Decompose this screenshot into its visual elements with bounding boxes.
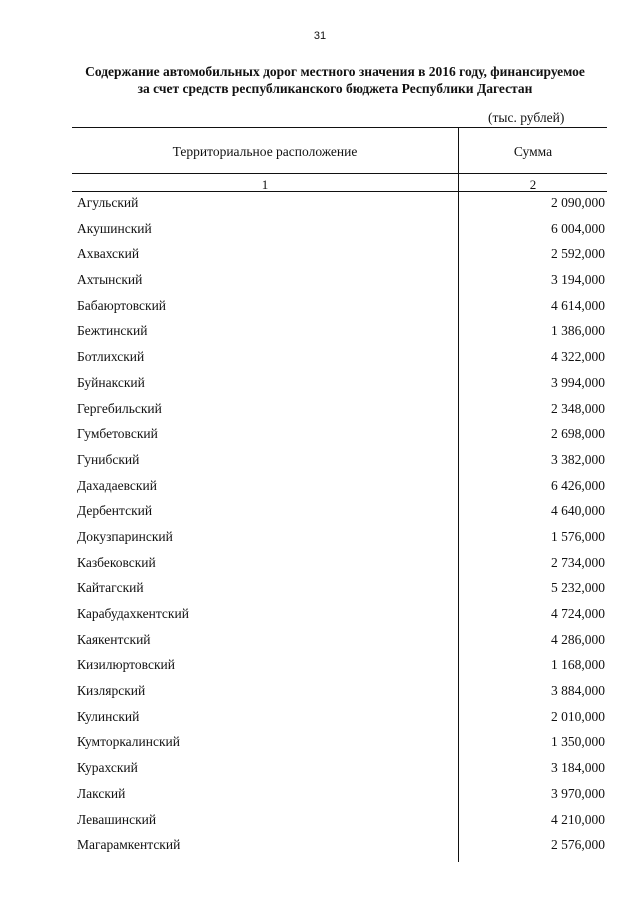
district-name: Ахтынский <box>77 272 143 288</box>
district-sum: 5 232,000 <box>551 580 605 596</box>
district-name: Казбековский <box>77 554 156 570</box>
district-sum: 2 348,000 <box>551 400 605 416</box>
district-sum: 4 640,000 <box>551 503 605 519</box>
district-name: Гумбетовский <box>77 426 158 442</box>
table-row <box>0 401 640 427</box>
table-row <box>0 760 640 786</box>
district-sum: 2 592,000 <box>551 246 605 262</box>
district-sum: 4 322,000 <box>551 349 605 365</box>
district-name: Дербентский <box>77 503 153 519</box>
district-name: Курахский <box>77 760 138 776</box>
district-name: Акушинский <box>77 220 152 236</box>
district-sum: 2 576,000 <box>551 837 605 853</box>
district-sum: 2 698,000 <box>551 426 605 442</box>
column-number-1: 1 <box>261 177 269 192</box>
district-name: Дахадаевский <box>77 477 157 493</box>
table-row <box>0 195 640 221</box>
units-note: (тыс. рублей) <box>488 110 565 125</box>
table-row <box>0 503 640 529</box>
table-row <box>0 683 640 709</box>
district-name: Магарамкентский <box>77 837 181 853</box>
district-sum: 2 010,000 <box>551 708 605 724</box>
district-sum: 6 004,000 <box>551 220 605 236</box>
table-header-border <box>72 173 607 174</box>
district-name: Буйнакский <box>77 374 145 390</box>
district-name: Лакский <box>77 785 126 801</box>
table-row <box>0 221 640 247</box>
district-sum: 3 970,000 <box>551 785 605 801</box>
table-row <box>0 426 640 452</box>
table-row <box>0 709 640 735</box>
table-row <box>0 786 640 812</box>
district-name: Кулинский <box>77 708 140 724</box>
district-name: Гунибский <box>77 451 140 467</box>
column-header-sum: Сумма <box>513 144 553 159</box>
district-sum: 3 382,000 <box>551 451 605 467</box>
table-row <box>0 529 640 555</box>
table-row <box>0 246 640 272</box>
district-name: Ахвахский <box>77 246 140 262</box>
table-row <box>0 734 640 760</box>
district-name: Бежтинский <box>77 323 148 339</box>
district-name: Кумторкалинский <box>77 734 180 750</box>
district-sum: 6 426,000 <box>551 477 605 493</box>
district-sum: 4 724,000 <box>551 606 605 621</box>
table-row <box>0 478 640 504</box>
page-number: 31 <box>313 30 327 42</box>
document-title <box>70 63 600 97</box>
district-name: Докузпаринский <box>77 528 173 544</box>
district-sum: 1 386,000 <box>551 323 605 339</box>
table-row <box>0 298 640 324</box>
table-row <box>0 349 640 375</box>
table-row <box>0 606 640 632</box>
district-sum: 2 090,000 <box>551 195 605 210</box>
district-sum: 4 210,000 <box>551 811 605 827</box>
district-name: Кайтагский <box>77 580 144 596</box>
table-body <box>0 195 640 863</box>
district-sum: 3 184,000 <box>551 760 605 776</box>
district-sum: 1 576,000 <box>551 528 605 544</box>
district-sum: 1 168,000 <box>551 657 605 673</box>
district-name: Кизилюртовский <box>77 657 175 673</box>
table-row <box>0 555 640 581</box>
table-row <box>0 323 640 349</box>
column-header-location: Территориальное расположение <box>172 144 358 159</box>
table-row <box>0 272 640 298</box>
table-row <box>0 632 640 658</box>
title-line-1: Содержание автомобильных дорог местного значения в 2016 году, финансируемое <box>85 64 585 79</box>
district-name: Гергебильский <box>77 400 162 416</box>
district-sum: 3 194,000 <box>551 272 605 288</box>
table-top-border <box>72 127 607 128</box>
district-name: Ботлихский <box>77 349 145 365</box>
district-sum: 4 286,000 <box>551 631 605 647</box>
column-number-2: 2 <box>529 177 537 192</box>
table-row <box>0 812 640 838</box>
district-name: Кизлярский <box>77 683 146 699</box>
district-name: Левашинский <box>77 811 157 827</box>
table-row <box>0 375 640 401</box>
table-row <box>0 837 640 863</box>
district-sum: 3 884,000 <box>551 683 605 699</box>
district-sum: 3 994,000 <box>551 374 605 390</box>
district-sum: 1 350,000 <box>551 734 605 750</box>
district-name: Каякентский <box>77 631 151 647</box>
district-name: Карабудахкентский <box>77 606 189 621</box>
district-name: Агульский <box>77 195 139 210</box>
district-name: Бабаюртовский <box>77 297 167 313</box>
district-sum: 4 614,000 <box>551 297 605 313</box>
district-sum: 2 734,000 <box>551 554 605 570</box>
table-row <box>0 657 640 683</box>
table-row <box>0 452 640 478</box>
title-line-2: за счет средств республиканского бюджета Республики Дагестан <box>137 81 533 96</box>
table-row <box>0 580 640 606</box>
